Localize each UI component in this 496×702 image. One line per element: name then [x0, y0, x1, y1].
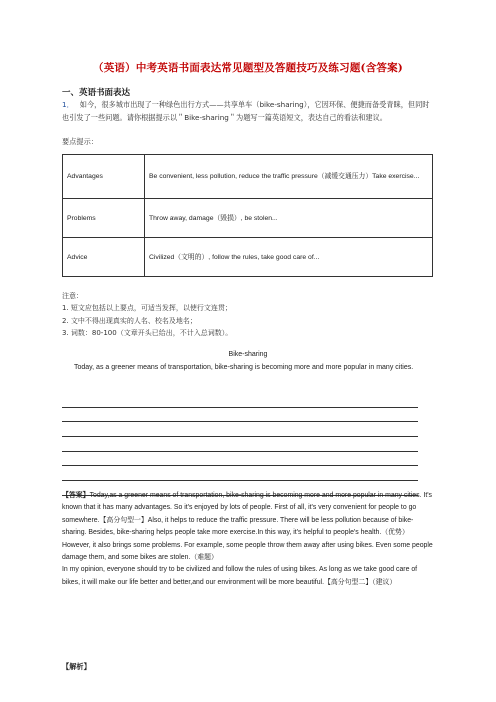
writing-line	[62, 422, 418, 437]
question-text: 如今，很多城市出现了一种绿色出行方式——共享单车（bike-sharing），它因环保、便捷而备受青睐，但同时也引发了一些问题。请你根据提示以＂Bike-sharing＂为题写一篇英语短文，表达自己的看法和建议。	[62, 100, 430, 122]
note-item: 1. 短文应包括以上要点，可适当发挥，以使行文连贯；	[62, 304, 232, 313]
notes-label: 注意：	[62, 292, 83, 300]
notes-block	[62, 290, 232, 340]
note-item: 2. 文中不得出现真实的人名、校名及地名；	[62, 316, 197, 325]
table-row-advantages	[63, 155, 433, 199]
tips-label: 要点提示：	[62, 137, 98, 146]
question-prompt	[62, 99, 436, 124]
table-value: Civilized（文明的）, follow the rules, take good care of...	[145, 238, 433, 277]
answer-block	[62, 489, 436, 589]
section-heading: 一、英语书面表达	[62, 88, 131, 98]
answer-paragraph: In my opinion, everyone should try to be civilized and follow the rules of using bikes. As long as we take good care of bikes, it will make our life better and better,and our environment will be more beautiful.【高分句型二】（建议）	[62, 566, 418, 586]
writing-line	[62, 452, 418, 467]
writing-lines	[62, 393, 418, 496]
table-row-advice	[63, 238, 433, 277]
table-row-problems	[63, 199, 433, 238]
answer-tag: 【答案】	[62, 491, 90, 499]
hints-table	[62, 154, 433, 277]
table-key: Problems	[63, 199, 145, 238]
table-value: Be convenient, less pollution, reduce the traffic pressure（减缓交通压力）Take exercise...	[145, 155, 433, 199]
answer-paragraph: Today,as a greener means of transportation, bike-sharing is becoming more and more popular in many cities. It's known that it has many advantages. So it's enjoyed by lots of people. First of all, it's very convenient for people to go somewhere.【高分句型一】Also, it helps to reduce the traffic pressure. There will be less pollution because of bike-sharing. Besides, bike-sharing helps people take more exercise.In this way, it's helpful to people's health.（优势）However, it also brings some problems. For example, some people throw them away after using bikes. Even some people damage them, and some bikes are stolen.（难题）	[62, 492, 433, 562]
table-value: Throw away, damage（毁损）, be stolen...	[145, 199, 433, 238]
document-title: （英语）中考英语书面表达常见题型及答题技巧及练习题(含答案)	[93, 62, 403, 74]
question-number: 1．	[62, 100, 74, 109]
writing-line	[62, 393, 418, 408]
analysis-label: 【解析】	[62, 662, 91, 671]
table-key: Advice	[63, 238, 145, 277]
note-item: 3. 词数：80-100（文章开头已给出，不计入总词数）。	[62, 329, 233, 338]
writing-line	[62, 466, 418, 481]
table-key: Advantages	[63, 155, 145, 199]
essay-opening: Today, as a greener means of transportation, bike-sharing is becoming more and more popular in many cities.	[74, 364, 414, 371]
essay-title: Bike-sharing	[228, 351, 268, 358]
writing-line	[62, 408, 418, 423]
writing-line	[62, 437, 418, 452]
